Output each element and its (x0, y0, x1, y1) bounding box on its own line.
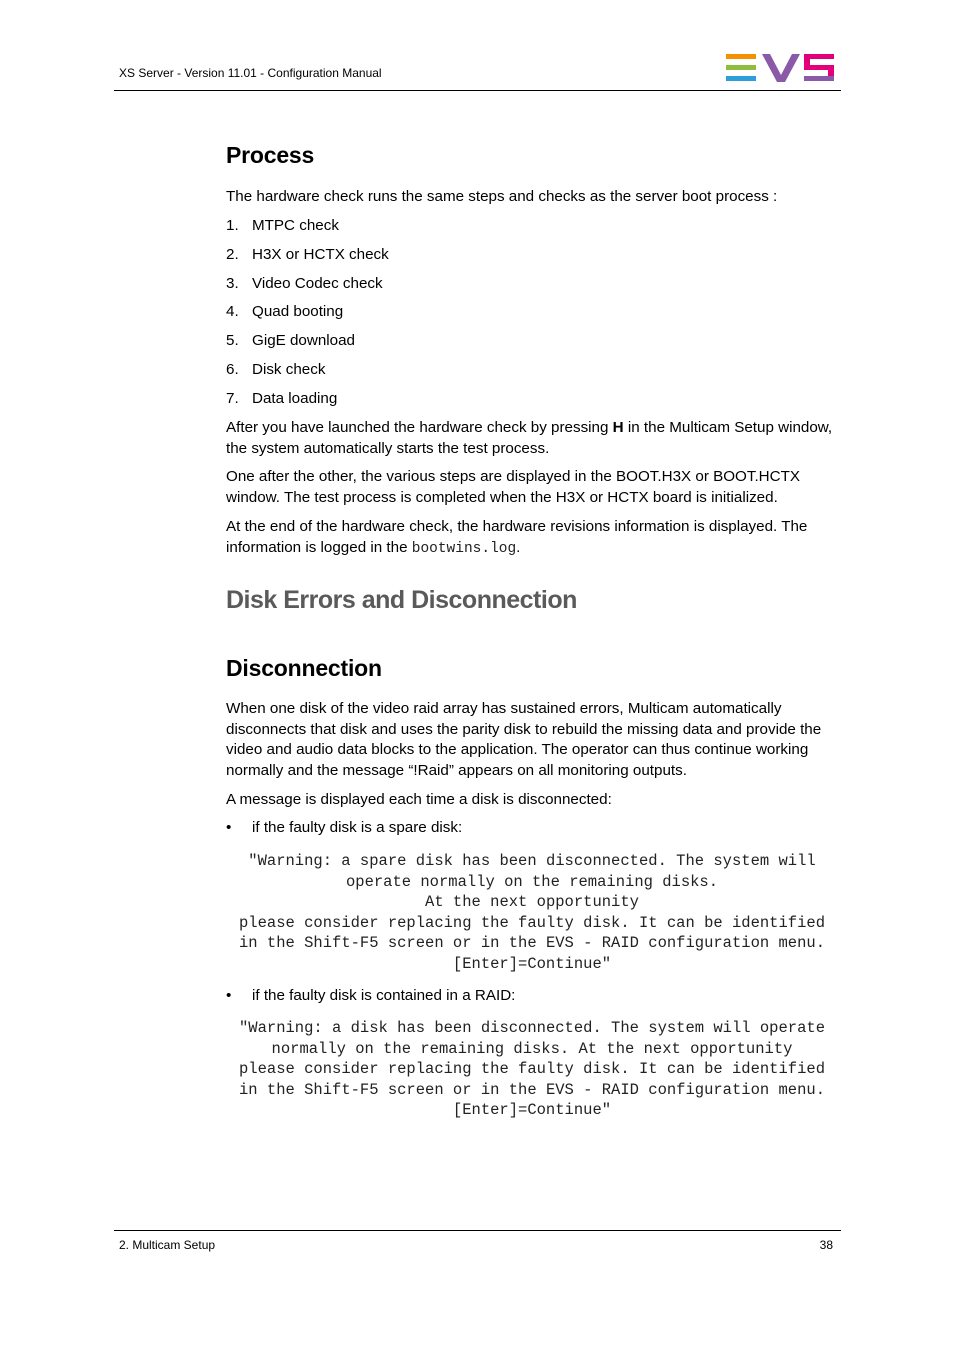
bullet-icon: • (226, 819, 232, 836)
bullet-spare-disk: • if the faulty disk is a spare disk: (226, 819, 463, 836)
log-filename: bootwins.log (411, 540, 517, 557)
disconnection-heading: Disconnection (226, 655, 382, 681)
process-intro: The hardware check runs the same steps and checks as the server boot process : (226, 188, 778, 205)
page-number: 38 (819, 1238, 833, 1252)
bullet-raid-disk: • if the faulty disk is contained in a RAID: (226, 987, 516, 1004)
warning-message-raid: "Warning: a disk has been disconnected. The system will operate normally on the remaining disks. At the next opportunity please consider replacing the faulty disk. It can be identified in the Shift-F5 screen or in the EVS - RAID configuration menu. [Enter]=Continue" (239, 1019, 825, 1119)
step-item: 6. Disk check (226, 361, 326, 378)
document-title: XS Server - Version 11.01 - Configuration Manual (119, 66, 382, 80)
header-divider (114, 90, 841, 91)
warning-message-spare: "Warning: a spare disk has been disconnected. The system will operate normally on the remaining disks. At the next opportunity please consider replacing the faulty disk. It can be identified in the Shift-F5 screen or in the EVS - RAID configuration menu. [Enter]=Continue" (239, 852, 825, 973)
process-heading: Process (226, 142, 315, 168)
disk-errors-heading: Disk Errors and Disconnection (226, 586, 577, 614)
bullet-icon: • (226, 987, 232, 1004)
step-item: 3. Video Codec check (226, 275, 383, 292)
step-item: 5. GigE download (226, 332, 356, 349)
message-intro: A message is displayed each time a disk is disconnected: (226, 791, 612, 808)
process-paragraph-end: At the end of the hardware check, the hardware revisions information is displayed. The information is logged in the bootwins.log. (226, 518, 808, 557)
evs-logo (726, 54, 834, 82)
footer-section: 2. Multicam Setup (119, 1238, 216, 1252)
footer-divider (114, 1230, 841, 1231)
step-item: 2. H3X or HCTX check (226, 246, 389, 263)
step-item: 4. Quad booting (226, 303, 344, 320)
process-paragraph-launch: After you have launched the hardware check by pressing H in the Multicam Setup window, the system automatically starts the test process. (226, 419, 833, 457)
disconnection-paragraph: When one disk of the video raid array has sustained errors, Multicam automatically disconnects that disk and uses the parity disk to rebuild the missing data and provide the video and audio data blocks to the application. The operator can thus continue working normally and the message “!Raid” appears on all monitoring outputs. (226, 700, 822, 779)
step-item: 1. MTPC check (226, 217, 339, 234)
step-item: 7. Data loading (226, 390, 338, 407)
key-h: H (612, 419, 624, 436)
process-paragraph-steps: One after the other, the various steps are displayed in the BOOT.H3X or BOOT.HCTX window. The test process is completed when the H3X or HCTX board is initialized. (226, 468, 801, 506)
